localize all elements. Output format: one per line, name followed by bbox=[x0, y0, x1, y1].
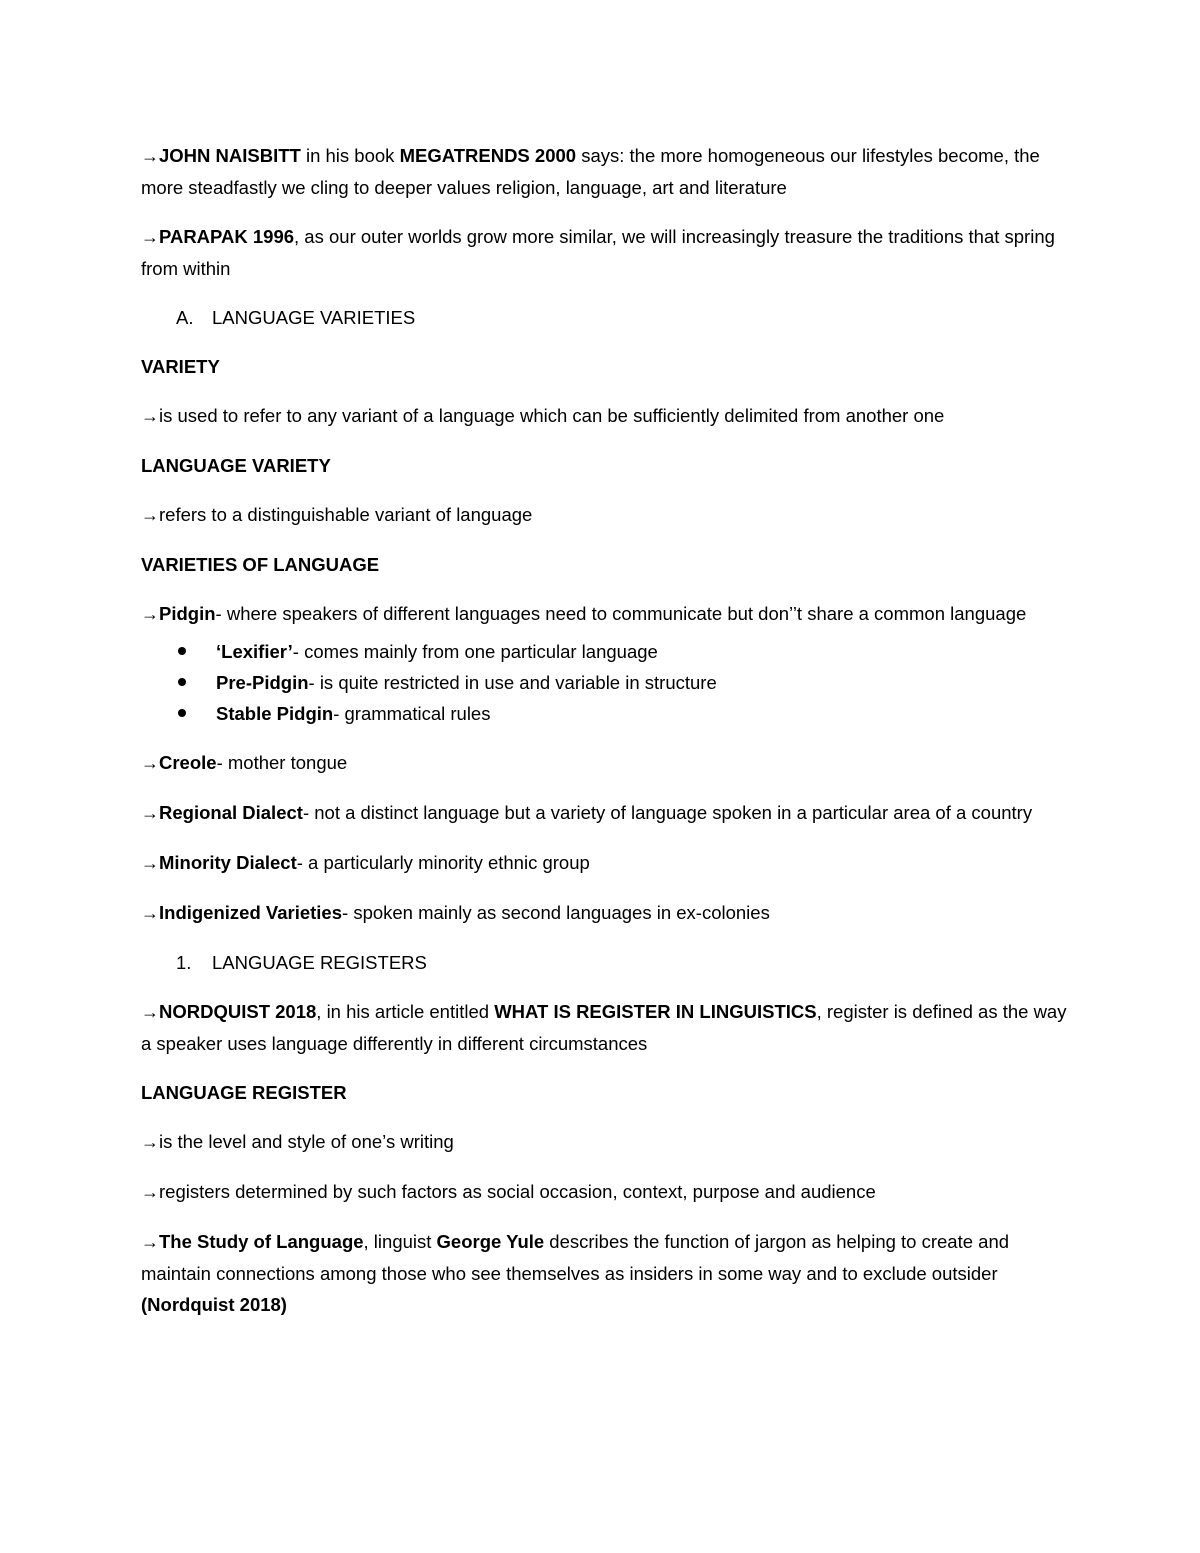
paragraph-creole bbox=[141, 747, 1070, 779]
arrow-icon: → bbox=[141, 1002, 159, 1022]
text-run: - spoken mainly as second languages in ex-colonies bbox=[342, 902, 770, 923]
text-run: , linguist bbox=[363, 1231, 437, 1252]
paragraph-regional-dialect bbox=[141, 797, 1070, 829]
heading-language-register: LANGUAGE REGISTER bbox=[141, 1082, 347, 1103]
text-run: , in his article entitled bbox=[316, 1001, 495, 1022]
citation: (Nordquist 2018) bbox=[141, 1294, 287, 1315]
term: Creole bbox=[159, 752, 217, 773]
paragraph-indigenized-varieties bbox=[141, 897, 1070, 929]
arrow-icon: → bbox=[141, 1232, 159, 1252]
paragraph-register-definition bbox=[141, 1126, 1070, 1158]
section-title: LANGUAGE REGISTERS bbox=[212, 952, 427, 973]
book-title: The Study of Language bbox=[159, 1231, 364, 1252]
arrow-icon: → bbox=[141, 853, 159, 873]
paragraph-parapak bbox=[141, 221, 1070, 284]
term: Stable Pidgin bbox=[216, 703, 334, 724]
section-number: 1. bbox=[176, 952, 192, 973]
text-run: registers determined by such factors as social occasion, context, purpose and audience bbox=[159, 1181, 876, 1202]
section-title: LANGUAGE VARIETIES bbox=[212, 307, 416, 328]
article-title: WHAT IS REGISTER IN LINGUISTICS bbox=[494, 1001, 817, 1022]
list-item bbox=[141, 698, 1070, 729]
paragraph-minority-dialect bbox=[141, 847, 1070, 879]
text-run: says: the more homogeneous our lifestyles become, the more steadfastly we cling to deeper values religion, language, art and literature bbox=[141, 145, 1040, 198]
text-run: - mother tongue bbox=[216, 752, 348, 773]
paragraph-register-factors bbox=[141, 1176, 1070, 1208]
text-run: refers to a distinguishable variant of language bbox=[159, 504, 533, 525]
paragraph-nordquist bbox=[141, 996, 1070, 1059]
term: ‘Lexifier’ bbox=[216, 641, 293, 662]
text-run: is the level and style of one’s writing bbox=[159, 1131, 454, 1152]
arrow-icon: → bbox=[141, 803, 159, 823]
arrow-icon: → bbox=[141, 604, 159, 624]
author-name: NORDQUIST 2018 bbox=[159, 1001, 317, 1022]
text-run: - grammatical rules bbox=[333, 703, 491, 724]
text-run: is used to refer to any variant of a language which can be sufficiently delimited from another one bbox=[159, 405, 945, 426]
paragraph-variety-definition bbox=[141, 400, 1070, 432]
paragraph-naisbitt bbox=[141, 140, 1070, 203]
text-run: - is quite restricted in use and variable in structure bbox=[308, 672, 717, 693]
paragraph-study-of-language bbox=[141, 1226, 1070, 1320]
author-name: George Yule bbox=[436, 1231, 545, 1252]
term: Regional Dialect bbox=[159, 802, 303, 823]
section-heading-a bbox=[176, 302, 1070, 333]
text-run: - not a distinct language but a variety of language spoken in a particular area of a country bbox=[302, 802, 1033, 823]
section-heading-1 bbox=[176, 947, 1070, 978]
bullet-icon bbox=[178, 647, 186, 655]
author-name: JOHN NAISBITT bbox=[159, 145, 301, 166]
list-item bbox=[141, 636, 1070, 667]
text-run: - where speakers of different languages need to communicate but don’’t share a common language bbox=[215, 603, 1027, 624]
paragraph-language-variety-definition bbox=[141, 499, 1070, 531]
text-run: , as our outer worlds grow more similar, we will increasingly treasure the traditions that spring from within bbox=[141, 226, 1055, 279]
list-item bbox=[141, 667, 1070, 698]
arrow-icon: → bbox=[141, 406, 159, 426]
pidgin-bullet-list bbox=[141, 636, 1070, 729]
arrow-icon: → bbox=[141, 903, 159, 923]
text-run: - comes mainly from one particular language bbox=[292, 641, 658, 662]
section-number: A. bbox=[176, 307, 194, 328]
arrow-icon: → bbox=[141, 505, 159, 525]
author-name: PARAPAK 1996 bbox=[159, 226, 295, 247]
paragraph-pidgin bbox=[141, 598, 1070, 630]
bullet-icon bbox=[178, 678, 186, 686]
term: Indigenized Varieties bbox=[159, 902, 343, 923]
heading-language-variety: LANGUAGE VARIETY bbox=[141, 455, 331, 476]
arrow-icon: → bbox=[141, 1182, 159, 1202]
arrow-icon: → bbox=[141, 146, 159, 166]
book-title: MEGATRENDS 2000 bbox=[399, 145, 577, 166]
arrow-icon: → bbox=[141, 1132, 159, 1152]
term: Pre-Pidgin bbox=[216, 672, 309, 693]
text-run: in his book bbox=[300, 145, 400, 166]
arrow-icon: → bbox=[141, 227, 159, 247]
term: Pidgin bbox=[159, 603, 216, 624]
text-run: - a particularly minority ethnic group bbox=[296, 852, 590, 873]
term: Minority Dialect bbox=[159, 852, 297, 873]
heading-varieties-of-language: VARIETIES OF LANGUAGE bbox=[141, 554, 380, 575]
bullet-icon bbox=[178, 709, 186, 717]
text-run: , register is defined as the way a speaker uses language differently in different circumstances bbox=[141, 1001, 1067, 1054]
heading-variety: VARIETY bbox=[141, 356, 220, 377]
arrow-icon: → bbox=[141, 753, 159, 773]
text-run: describes the function of jargon as helping to create and maintain connections among those who see themselves as insiders in some way and to exclude outsider bbox=[141, 1231, 1010, 1284]
